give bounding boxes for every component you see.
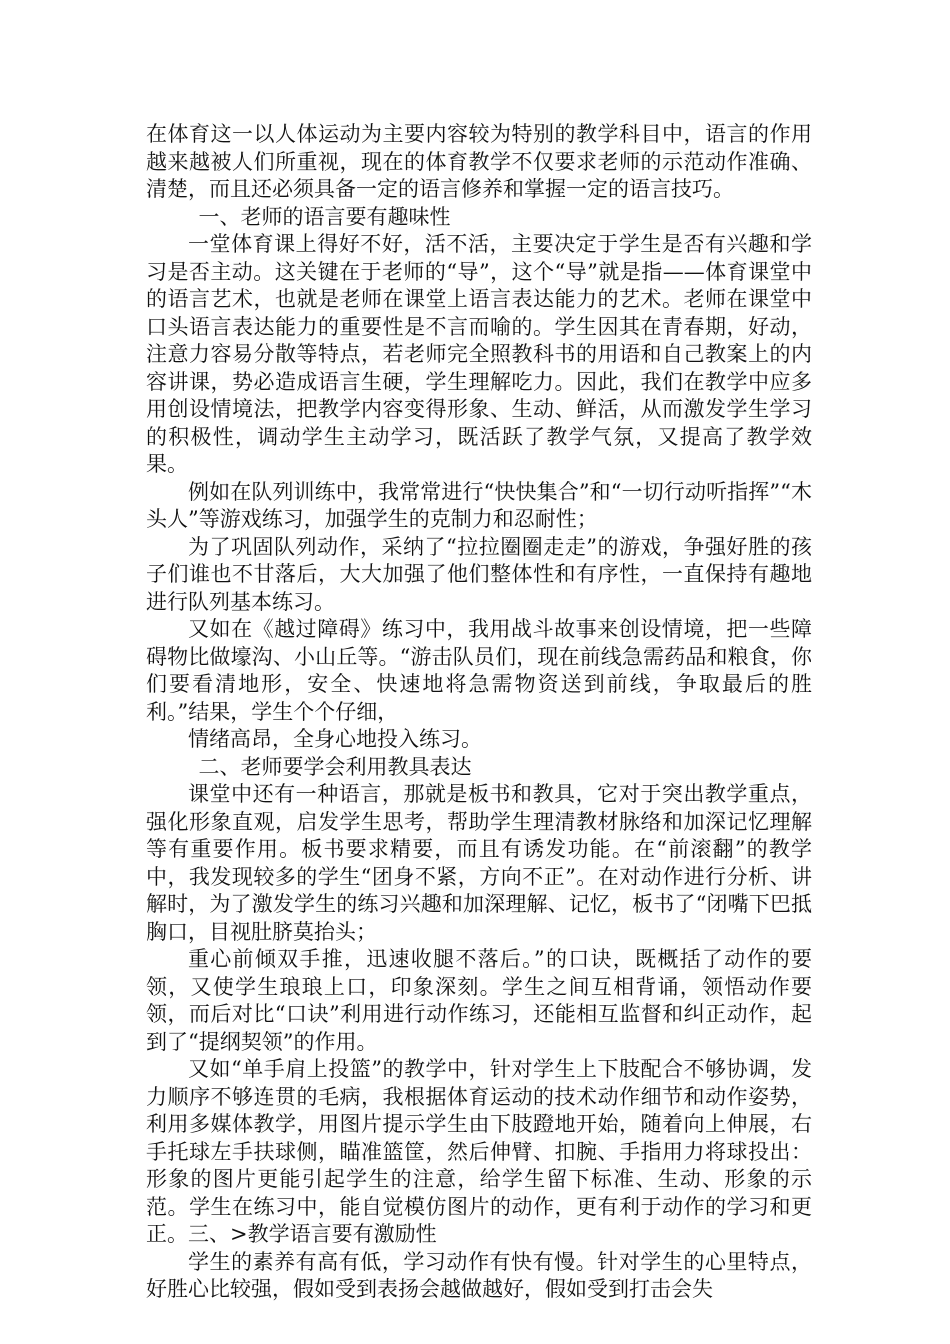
- paragraph-obstacle-story: 又如在《越过障碍》练习中，我用战斗故事来创设情境，把一些障碍物比做壕沟、小山丘等。“游击队员们，现在前线急需药品和粮食，你们要看清地形，安全、快速地将急需物资送到前线，争取最后的胜利。”结果，学生个个仔细，: [146, 617, 812, 724]
- section-heading-2: 二、老师要学会利用教具表达: [198, 754, 472, 779]
- paragraph-queue-games: 例如在队列训练中，我常常进行“快快集合”和“一切行动听指挥”“木头人”等游戏练习，加强学生的克制力和忍耐性；: [146, 479, 812, 531]
- paragraph-mnemonic: 重心前倾双手推，迅速收腿不落后。”的口诀，既概括了动作的要领，又使学生琅琅上口，印象深刻。学生之间互相背诵，领悟动作要领，而后对比“口诀”利用进行动作练习，还能相互监督和纠正动作，起到了“提纲契领”的作用。: [146, 947, 812, 1054]
- paragraph-classroom-language: 一堂体育课上得好不好，活不活，主要决定于学生是否有兴趣和学习是否主动。这关键在于老师的“导”，这个“导”就是指——体育课堂中的语言艺术，也就是老师在课堂上语言表达能力的艺术。老师在课堂中口头语言表达能力的重要性是不言而喻的。学生因其在青春期，好动，注意力容易分散等特点，若老师完全照教科书的用语和自己教案上的内容讲课，势必造成语言生硬，学生理解吃力。因此，我们在教学中应多用创设情境法，把教学内容变得形象、生动、鲜活，从而激发学生学习的积极性，调动学生主动学习，既活跃了教学气氛，又提高了教学效果。: [146, 232, 812, 476]
- paragraph-circle-game: 为了巩固队列动作，采纳了“拉拉圈圈走走”的游戏，争强好胜的孩子们谁也不甘落后，大大加强了他们整体性和有序性，一直保持有趣地进行队列基本练习。: [146, 534, 812, 614]
- paragraph-obstacle-result: 情绪高昂，全身心地投入练习。: [188, 727, 482, 751]
- section-heading-1: 一、老师的语言要有趣味性: [198, 204, 451, 229]
- paragraph-encouragement: 学生的素养有高有低，学习动作有快有慢。针对学生的心里特点，好胜心比较强，假如受到表扬会越做越好，假如受到打击会失: [146, 1249, 812, 1301]
- paragraph-shooting: 又如“单手肩上投篮”的教学中，针对学生上下肢配合不够协调，发力顺序不够连贯的毛病，我根据体育运动的技术动作细节和动作姿势，利用多媒体教学，用图片提示学生由下肢蹬地开始，随着向上伸展，右手托球左手扶球侧，瞄准篮筐，然后伸臂、扣腕、手指用力将球投出：形象的图片更能引起学生的注意，给学生留下标准、生动、形象的示范。学生在练习中，能自觉模仿图片的动作，更有利于动作的学习和更正。三、>教学语言要有激励性: [146, 1057, 812, 1246]
- paragraph-intro: 在体育这一以人体运动为主要内容较为特别的教学科目中，语言的作用越来越被人们所重视，现在的体育教学不仅要求老师的示范动作准确、清楚，而且还必须具备一定的语言修养和掌握一定的语言技巧。: [146, 122, 812, 201]
- document-body: [146, 121, 812, 1304]
- paragraph-blackboard: 课堂中还有一种语言，那就是板书和教具，它对于突出教学重点，强化形象直观，启发学生思考，帮助学生理清教材脉络和加深记忆理解等有重要作用。板书要求精要，而且有诱发功能。在“前滚翻”的教学中，我发现较多的学生“团身不紧，方向不正”。在对动作进行分析、讲解时，为了激发学生的练习兴趣和加深理解、记忆，板书了“闭嘴下巴抵胸口，目视肚脐莫抬头；: [146, 782, 812, 944]
